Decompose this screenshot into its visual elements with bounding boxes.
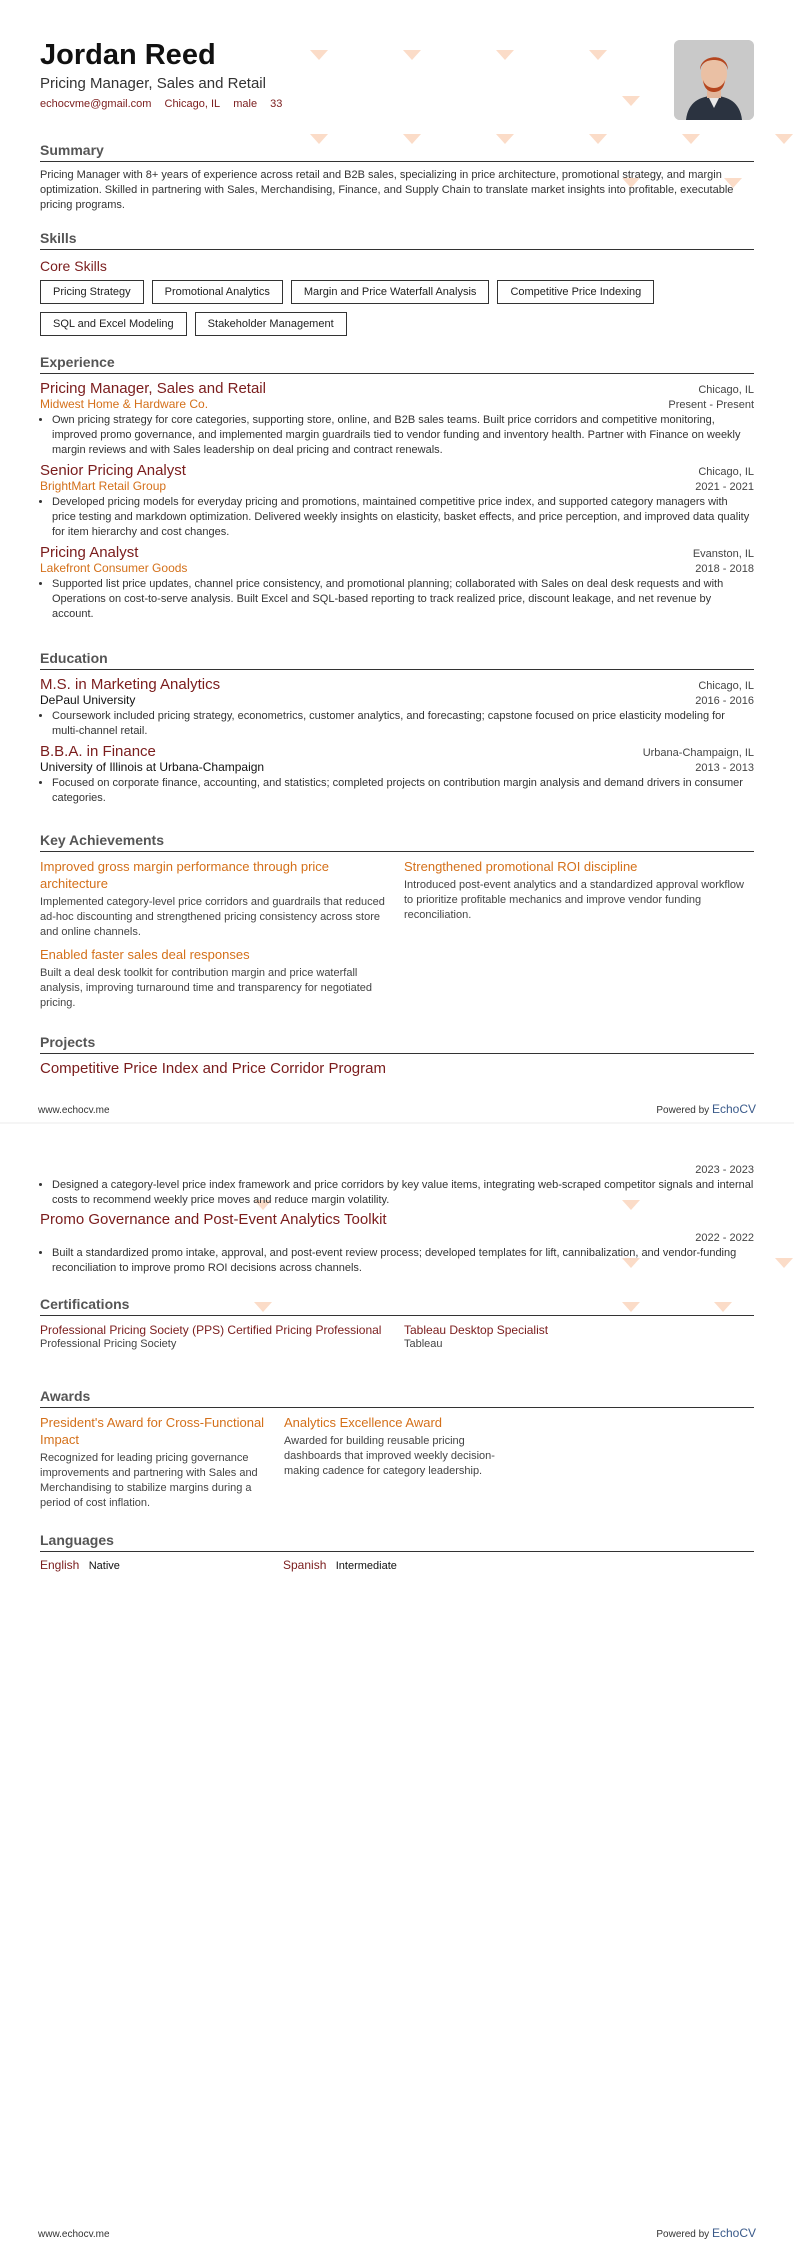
achievements-section (40, 832, 754, 1011)
job-company: Midwest Home & Hardware Co. (40, 397, 209, 411)
achievements-grid (40, 852, 754, 1011)
achievement-title: Enabled faster sales deal responses (40, 947, 250, 962)
degree-title: B.B.A. in Finance (40, 743, 156, 760)
skill-chip: SQL and Excel Modeling (40, 312, 187, 336)
decorative-triangle (775, 1258, 793, 1268)
job-location: Chicago, IL (698, 384, 754, 396)
achievement-item (40, 940, 390, 1011)
awards-section (40, 1388, 754, 1511)
job-bullet: • Developed pricing models for everyday pricing and promotions, maintained competitive price index, and supported category managers with price testing and markdown optimization. Delivered weekly insights on elasticity, basket effects, and price perception, and improved data quality for item hierarchy and cost changes. (52, 495, 754, 540)
section-title: Key Achievements (40, 832, 754, 852)
footer-brand[interactable]: EchoCV (711, 1102, 756, 1116)
certification-title: Professional Pricing Society (PPS) Certified Pricing Professional (40, 1323, 382, 1337)
skills-section (40, 230, 754, 336)
skill-chip: Pricing Strategy (40, 280, 144, 304)
footer-site-link[interactable]: www.echocv.me (38, 1105, 110, 1116)
candidate-title: Pricing Manager, Sales and Retail (40, 75, 266, 92)
job-dates: Present - Present (668, 399, 754, 411)
project-bullet: • Built a standardized promo intake, approval, and post-event review process; developed templates for lift, cannibalization, and vendor-funding reconciliation to improve promo ROI decisions across channels. (52, 1246, 754, 1276)
award-item (40, 1408, 270, 1511)
section-title: Education (40, 650, 754, 670)
language-item (40, 1558, 283, 1572)
section-title: Skills (40, 230, 754, 250)
job-entry (40, 380, 754, 458)
skills-list (40, 280, 700, 336)
experience-section (40, 354, 754, 622)
skill-chip: Margin and Price Waterfall Analysis (291, 280, 490, 304)
job-dates: 2021 - 2021 (695, 481, 754, 493)
award-title: Analytics Excellence Award (284, 1415, 443, 1430)
education-bullet: • Focused on corporate finance, accounting, and statistics; completed projects on contribution margin analysis and demand drivers in consumer categories. (52, 776, 754, 806)
languages-list (40, 1558, 754, 1572)
education-location: Chicago, IL (698, 680, 754, 692)
job-bullet: • Supported list price updates, channel price consistency, and promotional planning; collaborated with Sales on deal desk requests and with Operations on cost-to-serve analysis. Built Excel and SQL-based reporting to track realized price, discount leakage, and net revenue by account. (52, 577, 754, 622)
education-location: Urbana-Champaign, IL (642, 747, 754, 759)
contact-age: 33 (270, 98, 283, 110)
school-name: University of Illinois at Urbana-Champaign (40, 760, 265, 774)
job-title: Senior Pricing Analyst (40, 462, 186, 479)
footer-powered (656, 1102, 756, 1116)
languages-section (40, 1532, 754, 1572)
award-desc: Recognized for leading pricing governance improvements and partnering with Sales and Merchandising to stabilize margins during a period of cost inflation. (40, 1452, 258, 1509)
summary-text: Pricing Manager with 8+ years of experience across retail and B2B sales, specializing in price architecture, promotional strategy, and margin optimization. Skilled in partnering with Sales, Merchandising, Finance, and Supply Chain to translate market insights into profitable, executable pricing programs. (40, 169, 734, 211)
section-title: Languages (40, 1532, 754, 1552)
achievement-desc: Built a deal desk toolkit for contribution margin and price waterfall analysis, improving turnaround time and transparency for negotiated pricing. (40, 967, 373, 1009)
job-company: BrightMart Retail Group (40, 479, 167, 493)
achievement-desc: Introduced post-event analytics and a standardized approval workflow to prioritize profitable mechanics and improve vendor funding reconciliation. (404, 879, 744, 921)
job-location: Chicago, IL (698, 466, 754, 478)
section-title: Projects (40, 1034, 754, 1054)
certification-title: Tableau Desktop Specialist (404, 1323, 549, 1337)
projects-section (40, 1034, 754, 1077)
education-bullet: • Coursework included pricing strategy, econometrics, customer analytics, and forecasting; capstone focused on price elasticity modeling for multi-channel retail. (52, 709, 754, 739)
award-desc: Awarded for building reusable pricing dashboards that improved weekly decision-making cadence for category leadership. (284, 1435, 495, 1477)
candidate-name: Jordan Reed (40, 39, 216, 71)
certifications-grid (40, 1322, 754, 1350)
awards-grid (40, 1408, 754, 1511)
footer-powered (656, 2226, 756, 2240)
section-title: Awards (40, 1388, 754, 1408)
award-title: President's Award for Cross-Functional Impact (40, 1415, 265, 1447)
section-title: Certifications (40, 1296, 754, 1316)
resume-page-1 (0, 0, 794, 1122)
job-entry (40, 462, 754, 540)
contact-email[interactable]: echocvme@gmail.com (40, 98, 152, 110)
job-location: Evanston, IL (692, 548, 754, 560)
footer-powered-text: Powered by (656, 1105, 710, 1116)
project-dates: 2023 - 2023 (695, 1164, 754, 1176)
project-title: Competitive Price Index and Price Corridor Program (40, 1060, 386, 1077)
achievement-desc: Implemented category-level price corridors and guardrails that reduced ad-hoc discounting and strengthened pricing consistency across store and online channels. (40, 896, 385, 938)
avatar-portrait-icon (674, 40, 754, 120)
job-company: Lakefront Consumer Goods (40, 561, 188, 575)
projects-section-continued (40, 1164, 754, 1276)
job-bullet: • Own pricing strategy for core categories, supporting store, online, and B2B sales teams. Built price corridors and competitive monitoring, improved promo governance, and implemented margin guardrails tied to vendor funding and inventory health. Partner with Finance on weekly margin reviews and with Sales leadership on deal pricing and contract renewals. (52, 413, 754, 458)
education-entry (40, 743, 754, 806)
skill-chip: Stakeholder Management (195, 312, 347, 336)
section-title: Experience (40, 354, 754, 374)
job-entry (40, 544, 754, 622)
footer-site-link[interactable]: www.echocv.me (38, 2229, 110, 2240)
certification-item (404, 1322, 754, 1350)
award-item (284, 1408, 514, 1511)
project-title: Promo Governance and Post-Event Analytics Toolkit (40, 1211, 387, 1228)
education-dates: 2013 - 2013 (695, 762, 754, 774)
resume-page-2 (0, 1124, 794, 2246)
job-title: Pricing Manager, Sales and Retail (40, 380, 266, 397)
language-level: Native (88, 1560, 120, 1572)
skill-chip: Competitive Price Indexing (497, 280, 654, 304)
resume-header (40, 38, 754, 110)
skills-group-title: Core Skills (40, 258, 107, 274)
language-item (283, 1558, 526, 1572)
contact-location: Chicago, IL (164, 98, 221, 110)
skill-chip: Promotional Analytics (152, 280, 283, 304)
contact-line (40, 98, 754, 110)
achievement-item (40, 852, 390, 940)
footer-powered-text: Powered by (656, 2229, 710, 2240)
education-entry (40, 676, 754, 739)
degree-title: M.S. in Marketing Analytics (40, 676, 221, 693)
project-dates: 2022 - 2022 (695, 1232, 754, 1244)
achievement-title: Strengthened promotional ROI discipline (404, 859, 638, 874)
avatar (674, 40, 754, 120)
footer-brand[interactable]: EchoCV (711, 2226, 756, 2240)
certification-issuer: Professional Pricing Society (40, 1338, 177, 1350)
section-title: Summary (40, 142, 754, 162)
language-level: Intermediate (335, 1560, 397, 1572)
certification-item (40, 1322, 390, 1350)
language-name: Spanish (283, 1558, 327, 1572)
contact-gender: male (233, 98, 258, 110)
job-dates: 2018 - 2018 (695, 563, 754, 575)
education-section (40, 650, 754, 806)
language-name: English (40, 1558, 80, 1572)
achievement-item (404, 852, 754, 940)
job-title: Pricing Analyst (40, 544, 139, 561)
school-name: DePaul University (40, 693, 136, 707)
decorative-triangle (775, 134, 793, 144)
education-dates: 2016 - 2016 (695, 695, 754, 707)
project-bullet: • Designed a category-level price index framework and price corridors by key value items, integrating web-scraped competitor signals and internal costs to recommend weekly price moves and reduce margin volatility. (52, 1178, 754, 1208)
certification-issuer: Tableau (404, 1338, 443, 1350)
certifications-section (40, 1296, 754, 1350)
achievement-title: Improved gross margin performance through price architecture (40, 859, 330, 891)
summary-section (40, 142, 754, 213)
